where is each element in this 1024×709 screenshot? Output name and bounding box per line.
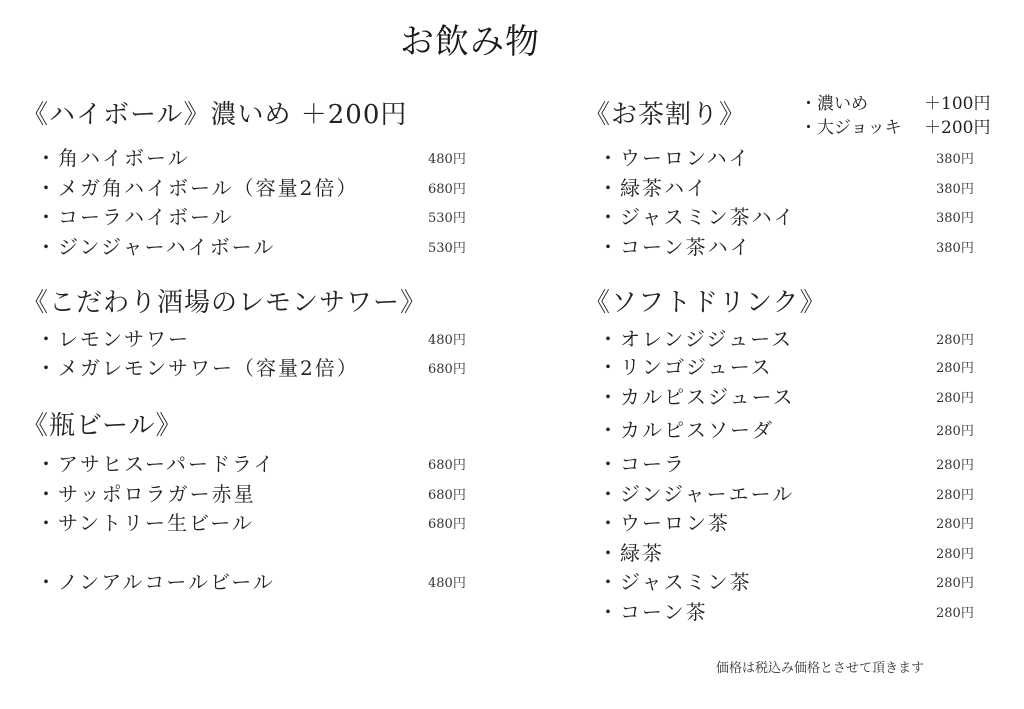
- tea-surcharge-notes: [800, 92, 1000, 140]
- menu-price: 280円: [936, 488, 974, 503]
- menu-item: ・オレンジジュース: [598, 327, 794, 351]
- section-highball: [22, 98, 407, 132]
- menu-price: 480円: [428, 333, 466, 348]
- menu-price: 380円: [936, 182, 974, 197]
- menu-item: ・ウーロン茶: [598, 511, 730, 535]
- menu-item: ・カルピスジュース: [598, 385, 795, 409]
- menu-price: 280円: [936, 547, 974, 562]
- menu-item: ・アサヒスーパードライ: [36, 452, 276, 476]
- section-heading: 《こだわり酒場のレモンサワー》: [22, 288, 428, 318]
- menu-price: 280円: [936, 391, 974, 406]
- menu-item: ・緑茶: [598, 541, 664, 565]
- menu-price: 280円: [936, 333, 974, 348]
- surcharge-row: [800, 92, 1000, 116]
- menu-price: 280円: [936, 361, 974, 376]
- strong-surcharge-note: 濃いめ ＋200円: [210, 100, 408, 130]
- section-heading: 《ソフトドリンク》: [584, 288, 827, 318]
- menu-item: ・メガ角ハイボール（容量2倍）: [36, 176, 359, 200]
- section-soft-drinks: [584, 286, 826, 320]
- section-lemon-sour: [22, 286, 427, 320]
- menu-price: 480円: [428, 152, 466, 167]
- section-tea-mix: [584, 98, 746, 132]
- menu-title: お飲み物: [400, 22, 540, 62]
- surcharge-value: ＋200円: [924, 118, 991, 138]
- menu-item: ・メガレモンサワー（容量2倍）: [36, 356, 359, 380]
- menu-price: 380円: [936, 211, 974, 226]
- menu-price: 280円: [936, 517, 974, 532]
- menu-price: 530円: [428, 211, 466, 226]
- section-heading: 《瓶ビール》: [22, 411, 183, 441]
- menu-price: 380円: [936, 152, 974, 167]
- menu-price: 680円: [428, 458, 466, 473]
- section-heading: 《ハイボール》: [22, 100, 211, 130]
- surcharge-value: ＋100円: [924, 94, 991, 114]
- menu-price: 280円: [936, 424, 974, 439]
- menu-price: 680円: [428, 517, 466, 532]
- menu-price: 280円: [936, 458, 974, 473]
- menu-price: 680円: [428, 362, 466, 377]
- surcharge-label: ・大ジョッキ: [800, 118, 902, 138]
- menu-item: ・レモンサワー: [36, 327, 190, 351]
- menu-item: ・コーン茶: [598, 600, 708, 624]
- menu-item: ・コーン茶ハイ: [598, 235, 752, 259]
- menu-item: ・コーラ: [598, 452, 686, 476]
- menu-item: ・リンゴジュース: [598, 355, 773, 379]
- menu-price: 380円: [936, 241, 974, 256]
- menu-item: ・角ハイボール: [36, 146, 190, 170]
- menu-item: ・ジンジャーエール: [598, 482, 795, 506]
- surcharge-label: ・濃いめ: [800, 94, 868, 114]
- menu-item: ・ジンジャーハイボール: [36, 235, 276, 259]
- section-bottled-beer: [22, 409, 182, 443]
- menu-price: 530円: [428, 241, 466, 256]
- section-heading: 《お茶割り》: [584, 100, 747, 130]
- menu-item: ・カルピスソーダ: [598, 418, 774, 442]
- menu-item: ・ジャスミン茶: [598, 570, 752, 594]
- menu-item: ・コーラハイボール: [36, 205, 234, 229]
- menu-price: 480円: [428, 576, 466, 591]
- menu-item: ・緑茶ハイ: [598, 176, 708, 200]
- menu-item: ・ジャスミン茶ハイ: [598, 205, 796, 229]
- menu-price: 280円: [936, 606, 974, 621]
- menu-item: ・サントリー生ビール: [36, 511, 254, 535]
- surcharge-row: [800, 116, 1000, 140]
- menu-price: 280円: [936, 576, 974, 591]
- menu-item: ・サッポロラガー赤星: [36, 482, 256, 506]
- tax-note: 価格は税込み価格とさせて頂きます: [716, 661, 925, 676]
- menu-price: 680円: [428, 488, 466, 503]
- menu-item: ・ウーロンハイ: [598, 146, 751, 170]
- menu-item: ・ノンアルコールビール: [36, 570, 275, 594]
- menu-price: 680円: [428, 182, 466, 197]
